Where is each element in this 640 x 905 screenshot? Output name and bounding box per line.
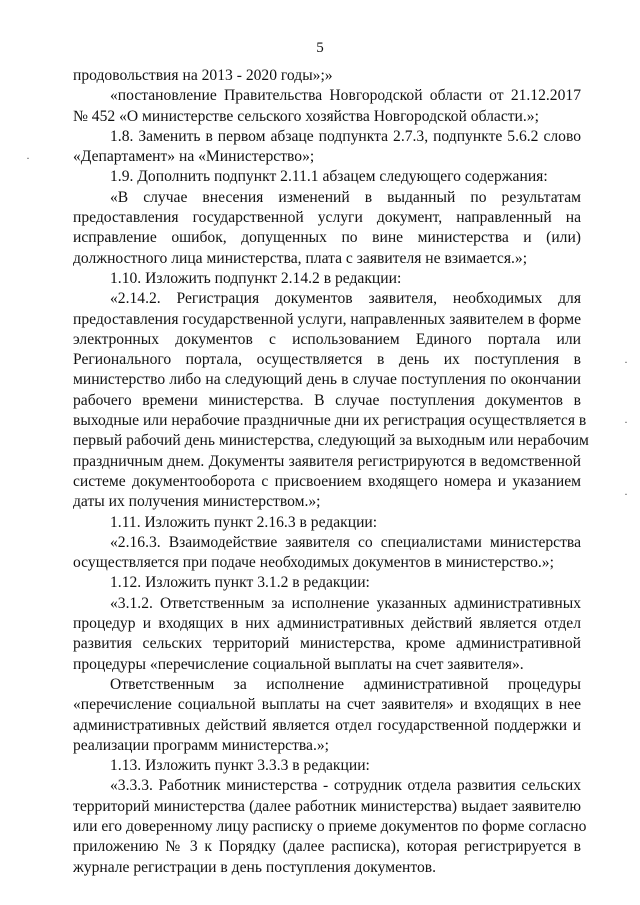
text-line: Ответственным за исполнение административной процедуры xyxy=(110,675,581,693)
text-line: приложению № 3 к Порядку (далее расписка), которая регистрируется в xyxy=(73,838,581,856)
text-line: 1.8. Заменить в первом абзаце подпункта 2.7.3, подпункте 5.6.2 слово xyxy=(110,127,581,145)
text-line: осуществляется при подаче необходимых документов в министерство.»; xyxy=(73,554,554,572)
text-line: реализации программ министерства.»; xyxy=(73,736,329,754)
text-line: «2.14.2. Регистрация документов заявителя, необходимых для xyxy=(110,290,581,308)
text-line: процедур и входящих в них административных действий является отдел xyxy=(73,615,581,633)
text-line: министерство либо на следующий день в случае поступления по окончании xyxy=(73,371,581,389)
text-line: процедуры «перечисление социальной выплаты на счет заявителя». xyxy=(73,655,524,673)
text-line: системе документооборота с присвоением входящего номера и указанием xyxy=(73,472,581,490)
text-line: административных действий является отдел государственной поддержки и xyxy=(73,716,581,734)
text-line: Регионального портала, осуществляется в день их поступления в xyxy=(73,351,581,369)
text-line: территорий министерства (далее работник министерства) выдает заявителю xyxy=(73,797,581,815)
text-line: продовольствия на 2013 - 2020 годы»;» xyxy=(73,67,333,84)
scan-mark: · xyxy=(624,487,628,501)
text-line: «В случае внесения изменений в выданный по результатам xyxy=(110,188,581,206)
text-line: 1.13. Изложить пункт 3.3.3 в редакции: xyxy=(110,757,370,775)
text-line: «Департамент» на «Министерство»; xyxy=(73,148,315,166)
scan-mark: · xyxy=(624,415,628,429)
text-line: 1.10. Изложить подпункт 2.14.2 в редакции: xyxy=(110,269,402,287)
text-line: или его доверенному лицу расписку о приеме документов по форме согласно xyxy=(73,817,587,835)
text-line: даты их получения министерством.»; xyxy=(73,493,321,511)
scan-mark: · xyxy=(624,355,628,369)
text-line: предоставления государственной услуги, направленных заявителем в форме xyxy=(73,310,581,328)
page-number: 5 xyxy=(316,40,324,56)
text-line: электронных документов с использованием Единого портала или xyxy=(73,330,581,348)
text-line: «3.3.3. Работник министерства - сотрудник отдела развития сельских xyxy=(110,777,581,795)
document-body xyxy=(73,66,589,878)
text-line: должностного лица министерства, плата с заявителя не взимается.»; xyxy=(73,249,528,267)
scan-mark: · xyxy=(26,151,30,165)
text-line: «перечисление социальной выплаты на счет заявителя» и входящих в нее xyxy=(73,696,581,714)
text-line: журнале регистрации в день поступления документов. xyxy=(73,858,437,876)
text-line: исправление ошибок, допущенных по вине министерства и (или) xyxy=(73,229,581,247)
text-line: выходные или нерабочие праздничные дни их регистрация осуществляется в xyxy=(73,412,587,430)
text-line: 1.9. Дополнить подпункт 2.11.1 абзацем следующего содержания: xyxy=(110,168,548,186)
text-line: праздничным днем. Документы заявителя регистрируются в ведомственной xyxy=(73,452,581,470)
text-line: «постановление Правительства Новгородской области от 21.12.2017 xyxy=(110,87,581,105)
text-line: № 452 «О министерстве сельского хозяйства Новгородской области.»; xyxy=(73,107,539,125)
text-line: развития сельских территорий министерства, кроме административной xyxy=(73,635,581,653)
text-line: рабочего времени министерства. В случае поступления документов в xyxy=(73,391,581,409)
text-line: 1.12. Изложить пункт 3.1.2 в редакции: xyxy=(110,574,370,592)
text-line: «3.1.2. Ответственным за исполнение указанных административных xyxy=(110,594,581,612)
text-line: «2.16.3. Взаимодействие заявителя со специалистами министерства xyxy=(110,533,581,551)
text-line: первый рабочий день министерства, следующий за выходным или нерабочим xyxy=(73,432,589,450)
text-line: 1.11. Изложить пункт 2.16.3 в редакции: xyxy=(110,513,378,531)
text-line: предоставления государственной услуги документ, направленный на xyxy=(73,209,581,227)
